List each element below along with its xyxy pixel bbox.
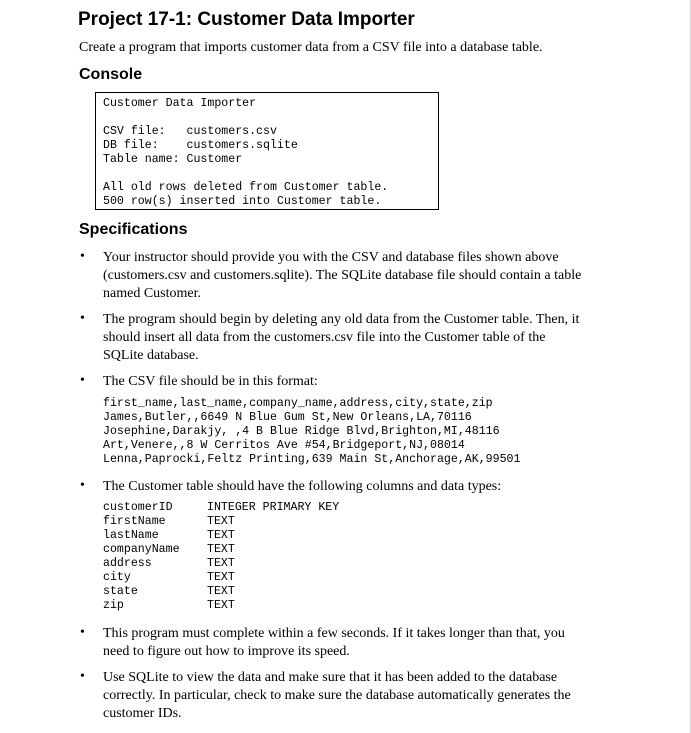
specifications-heading: Specifications [79,221,188,238]
console-output [103,97,388,209]
bullet-icon: • [80,478,85,493]
spec-paragraph-1 [103,249,643,303]
column-name: state [103,585,138,598]
column-name: city [103,571,131,584]
csv-line: first_name,last_name,company_name,address,city,state,zip [103,397,493,410]
table-row [103,501,339,515]
column-name: address [103,557,152,570]
column-type: TEXT [207,585,235,598]
table-row [103,543,339,557]
console-line: 500 row(s) inserted into Customer table. [103,195,382,208]
csv-line: Lenna,Paprocki,Feltz Printing,639 Main St,Anchorage,AK,99501 [103,453,521,466]
paragraph-line: This program must complete within a few seconds. If it takes longer than that, you [103,626,565,641]
spec-paragraph-3 [103,373,643,391]
bullet-icon: • [80,311,85,326]
csv-sample [103,397,520,467]
console-line [103,167,388,181]
column-type: TEXT [207,529,235,542]
column-type: TEXT [207,543,235,556]
paragraph-line: should insert all data from the customers.csv file into the Customer table of the [103,330,546,345]
paragraph-line: The program should begin by deleting any old data from the Customer table. Then, it [103,312,580,327]
paragraph-line: Use SQLite to view the data and make sure that it has been added to the database [103,670,558,685]
table-row [103,585,339,599]
paragraph-line: SQLite database. [103,348,199,363]
paragraph-line: Your instructor should provide you with the CSV and database files shown above [103,250,559,265]
table-row [103,529,339,543]
spec-paragraph-2 [103,311,643,365]
console-line: Table name: Customer [103,153,243,166]
paragraph-line: The Customer table should have the following columns and data types: [103,479,502,494]
paragraph-line: customer IDs. [103,706,182,721]
bullet-icon: • [80,249,85,264]
column-types-table [103,501,339,613]
spec-paragraph-4 [103,478,643,496]
bullet-icon: • [80,625,85,640]
spec-paragraph-5 [103,625,643,661]
paragraph-line: (customers.csv and customers.sqlite). The SQLite database file should contain a table [103,268,582,283]
column-name: customerID [103,501,173,514]
paragraph-line: The CSV file should be in this format: [103,374,318,389]
intro-text: Create a program that imports customer data from a CSV file into a database table. [79,40,543,55]
console-line: All old rows deleted from Customer table. [103,181,389,194]
column-type: TEXT [207,571,235,584]
paragraph-line: need to figure out how to improve its speed. [103,644,350,659]
column-type: TEXT [207,599,235,612]
csv-line: Josephine,Darakjy, ,4 B Blue Ridge Blvd,Brighton,MI,48116 [103,425,500,438]
column-name: firstName [103,515,166,528]
bullet-icon: • [80,373,85,388]
console-line: Customer Data Importer [103,97,257,110]
spec-paragraph-6 [103,669,643,723]
column-name: companyName [103,543,180,556]
column-name: lastName [103,529,159,542]
csv-line: Art,Venere,,8 W Cerritos Ave #54,Bridgeport,NJ,08014 [103,439,465,452]
column-name: zip [103,599,124,612]
console-box [95,92,439,210]
console-line: CSV file: customers.csv [103,125,277,138]
console-line: DB file: customers.sqlite [103,139,298,152]
console-line [103,111,388,125]
column-type: INTEGER PRIMARY KEY [207,501,340,514]
table-row [103,571,339,585]
table-row [103,599,339,613]
bullet-icon: • [80,669,85,684]
paragraph-line: named Customer. [103,286,201,301]
table-row [103,557,339,571]
column-type: TEXT [207,515,235,528]
table-row [103,515,339,529]
csv-line: James,Butler,,6649 N Blue Gum St,New Orleans,LA,70116 [103,411,472,424]
page-title: Project 17-1: Customer Data Importer [78,9,415,30]
paragraph-line: correctly. In particular, check to make sure the database automatically generates the [103,688,571,703]
column-type: TEXT [207,557,235,570]
console-heading: Console [79,66,143,83]
